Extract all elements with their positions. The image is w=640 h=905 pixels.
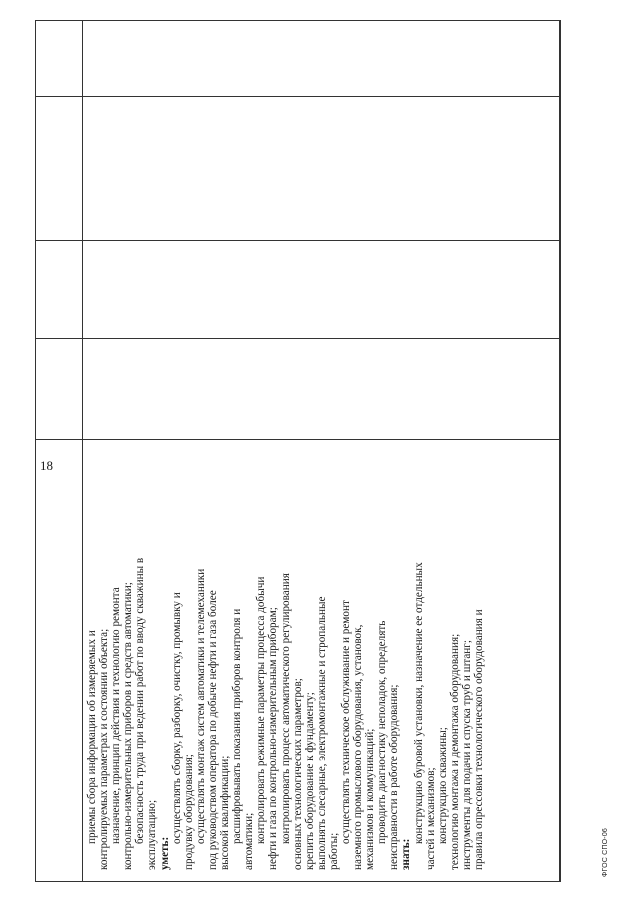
- section-heading: уметь:: [158, 836, 171, 870]
- text-line: конструкцию буровой установки, назначение ее отдельных: [412, 562, 425, 844]
- text-line: наземного промыслового оборудования, установок,: [352, 624, 365, 870]
- text-line: высокой квалификации;: [219, 755, 232, 870]
- text-line: конструкцию скважины;: [436, 727, 449, 844]
- page-number: 18: [40, 458, 53, 473]
- document-code: ФГОС СПО-06: [602, 827, 609, 877]
- text-line: технологию монтажа и демонтажа оборудования;: [448, 633, 461, 870]
- text-line: механизмов и коммуникаций;: [364, 728, 377, 870]
- text-line: эксплуатацию;: [146, 799, 159, 870]
- text-line: контролировать процесс автоматического регулирования: [279, 573, 292, 844]
- text-line: выполнять слесарные, электромонтажные и стропальные: [315, 596, 328, 870]
- text-line: назначение, принцип действия и технологию ремонта: [110, 587, 123, 844]
- text-line: частей и механизмов;: [424, 767, 437, 870]
- text-line: безопасность труда при ведении работ по вводу скважины в: [134, 557, 147, 844]
- text-line: проводить диагностику неполадок, определять: [376, 620, 389, 844]
- column-divider-4: [35, 96, 560, 97]
- text-line: основных технологических параметров;: [291, 678, 304, 870]
- column-divider-2: [35, 338, 560, 339]
- text-line: осуществлять монтаж систем автоматики и телемеханики: [194, 568, 207, 844]
- text-line: работы;: [327, 832, 340, 870]
- text-line: под руководством оператора по добыче нефти и газа более: [206, 590, 219, 870]
- text-line: правила опрессовки технологического оборудования и: [473, 609, 485, 870]
- row-divider-second: [560, 20, 561, 882]
- text-line: расшифровывать показания приборов контроля и: [231, 608, 244, 844]
- text-line: контрольно-измерительных приборов и средств автоматики;: [122, 582, 135, 870]
- text-line: автоматики;: [243, 812, 256, 870]
- text-line: крепить оборудование к фундаменту;: [303, 692, 316, 870]
- column-divider-3: [35, 240, 560, 241]
- text-line: продувку оборудования;: [182, 754, 195, 870]
- text-line: приемы сбора информации об измеряемых и: [86, 630, 98, 844]
- competency-text-cell: [82, 440, 560, 882]
- text-line: нефти и газа по контрольно-измерительным приборам;: [267, 607, 280, 870]
- text-line: осуществлять техническое обслуживание и ремонт: [339, 600, 352, 844]
- section-heading: знать:: [400, 838, 413, 870]
- text-line: инструменты для подачи и спуска труб и штанг;: [460, 640, 473, 870]
- text-line: контролируемых параметрах и состоянии объекта;: [98, 628, 111, 870]
- text-line: осуществлять сборку, разборку, очистку, промывку и: [170, 592, 183, 844]
- text-line: неисправности в работе оборудования;: [388, 684, 401, 870]
- text-line: контролировать режимные параметры процесса добычи: [255, 576, 268, 844]
